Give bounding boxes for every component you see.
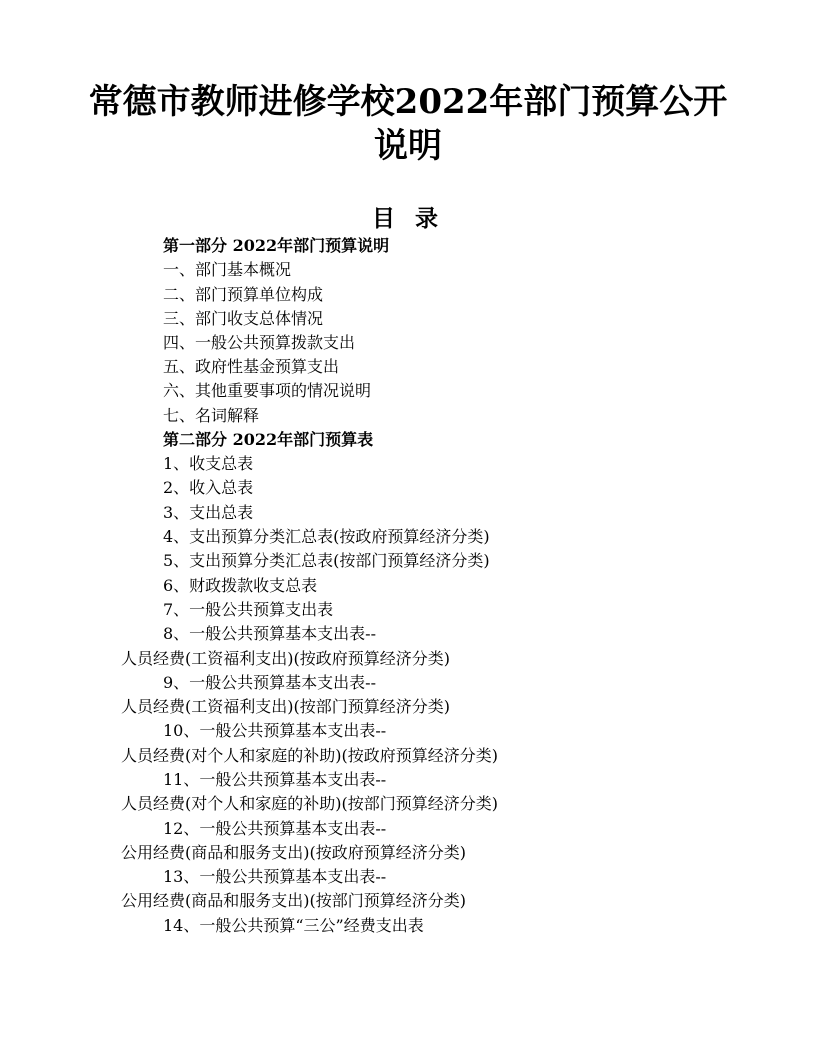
document-title-line-2: 说明 [374, 126, 442, 166]
toc-part-2-heading: 第二部分 2022年部门预算表 [163, 430, 374, 449]
toc-item-continuation: 公用经费(商品和服务支出)(按部门预算经济分类) [121, 891, 466, 910]
toc-item: 6、财政拨款收支总表 [163, 576, 318, 595]
toc-item: 五、政府性基金预算支出 [163, 357, 340, 376]
toc-item: 三、部门收支总体情况 [163, 309, 324, 328]
toc-item-continuation: 人员经费(对个人和家庭的补助)(按部门预算经济分类) [121, 794, 498, 813]
toc-item: 一、部门基本概况 [163, 260, 292, 279]
toc-item: 7、一般公共预算支出表 [163, 600, 334, 619]
toc-item: 9、一般公共预算基本支出表-- [163, 673, 376, 692]
toc-item: 六、其他重要事项的情况说明 [163, 381, 372, 400]
toc-part-1-heading: 第一部分 2022年部门预算说明 [163, 236, 390, 255]
toc-item: 12、一般公共预算基本支出表-- [163, 819, 387, 838]
toc-item: 5、支出预算分类汇总表(按部门预算经济分类) [163, 551, 490, 570]
toc-item-continuation: 人员经费(工资福利支出)(按政府预算经济分类) [121, 649, 450, 668]
toc-item: 11、一般公共预算基本支出表-- [163, 770, 387, 789]
document-title-line-1: 常德市教师进修学校2022年部门预算公开 [88, 82, 728, 122]
toc-heading: 目 录 [371, 205, 444, 232]
toc-item: 13、一般公共预算基本支出表-- [163, 867, 387, 886]
toc-item: 10、一般公共预算基本支出表-- [163, 721, 387, 740]
toc-item-continuation: 人员经费(工资福利支出)(按部门预算经济分类) [121, 697, 450, 716]
toc-item: 4、支出预算分类汇总表(按政府预算经济分类) [163, 527, 490, 546]
toc-item: 1、收支总表 [163, 454, 254, 473]
toc-item: 14、一般公共预算“三公”经费支出表 [163, 916, 424, 935]
toc-item: 8、一般公共预算基本支出表-- [163, 624, 376, 643]
toc-item: 2、收入总表 [163, 478, 254, 497]
toc-item: 七、名词解释 [163, 406, 260, 425]
toc-item-continuation: 公用经费(商品和服务支出)(按政府预算经济分类) [121, 843, 466, 862]
toc-item-continuation: 人员经费(对个人和家庭的补助)(按政府预算经济分类) [121, 746, 498, 765]
toc-item: 四、一般公共预算拨款支出 [163, 333, 356, 352]
toc-item: 二、部门预算单位构成 [163, 285, 324, 304]
toc-item: 3、支出总表 [163, 503, 254, 522]
